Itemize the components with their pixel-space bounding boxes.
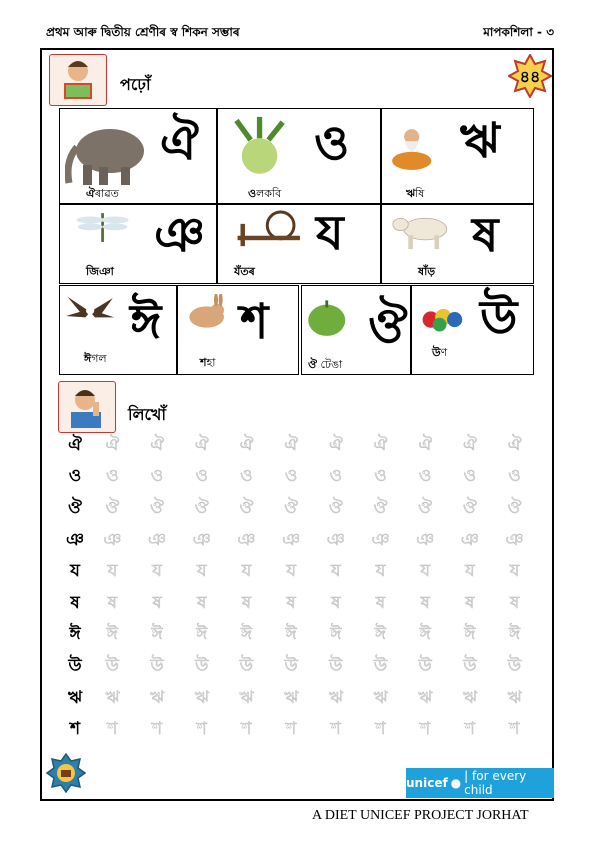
card-caption: ঔ টেঙা: [308, 358, 343, 371]
trace-letter[interactable]: য: [375, 561, 386, 582]
trace-letter[interactable]: য: [196, 561, 207, 582]
tracing-row: [60, 525, 550, 557]
tracing-row: [60, 493, 550, 525]
picture-card: [381, 204, 534, 284]
card-letter: ঐ: [160, 115, 199, 171]
trace-letter[interactable]: ঔ: [194, 497, 209, 518]
reading-child-icon: [49, 54, 107, 106]
unicef-tagline: | for every child: [464, 769, 527, 797]
trace-letter[interactable]: ঈ: [508, 624, 521, 645]
dragonfly-icon: [66, 209, 146, 257]
trace-letter[interactable]: ষ: [375, 592, 386, 613]
trace-letter[interactable]: ঔ: [418, 497, 433, 518]
trace-letter[interactable]: য: [464, 561, 475, 582]
trace-letter[interactable]: উ: [418, 655, 432, 676]
yarn-balls-icon: [416, 302, 482, 346]
eagle-icon: [62, 294, 132, 342]
trace-letter[interactable]: য: [330, 561, 341, 582]
trace-letter[interactable]: ঋ: [284, 687, 299, 708]
page-number-badge: [508, 54, 552, 98]
trace-letter[interactable]: ষ: [331, 592, 341, 613]
trace-letter[interactable]: শ: [286, 719, 297, 740]
trace-letter[interactable]: য: [152, 561, 162, 582]
trace-letter[interactable]: ঐ: [150, 434, 164, 455]
trace-letter[interactable]: ঋ: [328, 687, 343, 708]
trace-letter[interactable]: ঈ: [106, 624, 118, 645]
trace-letter[interactable]: উ: [284, 655, 298, 676]
trace-letter[interactable]: ও: [284, 466, 298, 487]
tracing-row: [60, 430, 550, 462]
trace-letter[interactable]: শ: [241, 719, 252, 740]
trace-letter[interactable]: ঋ: [105, 687, 120, 708]
trace-letter[interactable]: ষ: [509, 592, 520, 613]
trace-letter[interactable]: ঐ: [284, 434, 298, 455]
trace-letter[interactable]: ঈ: [240, 624, 252, 645]
trace-letter[interactable]: ও: [374, 466, 387, 487]
trace-letter[interactable]: ঋ: [462, 687, 477, 708]
trace-letter[interactable]: ঋ: [418, 687, 433, 708]
row-letter: ঋ: [67, 687, 83, 708]
trace-letter[interactable]: ঔ: [373, 497, 388, 518]
trace-letter[interactable]: ও: [463, 466, 477, 487]
trace-letter[interactable]: ঔ: [239, 497, 254, 518]
card-caption: যঁতৰ: [234, 265, 255, 278]
trace-letter[interactable]: ষ: [197, 592, 207, 613]
trace-letter[interactable]: ঞ: [148, 529, 166, 550]
tracing-row: [60, 714, 550, 746]
picture-card: [59, 108, 217, 204]
trace-letter[interactable]: উ: [105, 655, 119, 676]
trace-letter[interactable]: উ: [507, 655, 522, 676]
row-letter: ঈ: [69, 624, 81, 645]
header-chapter: মাপকশিলা - ৩: [483, 25, 554, 39]
picture-card: [301, 285, 411, 375]
trace-letter[interactable]: ঞ: [103, 529, 122, 550]
row-letter: উ: [68, 655, 82, 676]
card-caption: ঋষি: [406, 187, 425, 200]
trace-letter[interactable]: ঐ: [239, 434, 254, 455]
card-letter: ঈ: [130, 294, 162, 350]
card-letter: ও: [314, 115, 350, 171]
spinning-wheel-icon: [222, 209, 314, 261]
row-letter: ও: [68, 466, 82, 487]
trace-letter[interactable]: য: [286, 561, 296, 582]
trace-letter[interactable]: ঞ: [505, 529, 524, 550]
card-caption: ঐৰাৱত: [86, 187, 119, 200]
trace-letter[interactable]: ও: [329, 466, 343, 487]
row-letter: শ: [69, 719, 81, 740]
card-caption: ঈগল: [84, 352, 107, 365]
row-letter: ষ: [70, 592, 80, 613]
row-letter: ঔ: [68, 497, 82, 518]
trace-letter[interactable]: ঞ: [416, 529, 435, 550]
trace-letter[interactable]: ঐ: [418, 434, 432, 455]
card-caption: জিঞা: [86, 265, 114, 278]
read-section-title: পঢ়োঁ: [120, 75, 151, 94]
trace-letter[interactable]: ঔ: [507, 497, 522, 518]
picture-card: [177, 285, 299, 375]
rabbit-icon: [184, 294, 244, 344]
trace-letter[interactable]: শ: [420, 719, 431, 740]
trace-letter[interactable]: ঐ: [328, 434, 343, 455]
trace-letter[interactable]: ঋ: [194, 687, 209, 708]
picture-card: [217, 108, 381, 204]
elephant-icon: [65, 117, 155, 187]
tracing-row: [60, 462, 550, 494]
card-caption: ওলকবি: [248, 187, 282, 200]
card-caption: ষাঁড়: [418, 265, 436, 278]
trace-letter[interactable]: ঐ: [507, 434, 522, 455]
trace-letter[interactable]: ঔ: [105, 497, 120, 518]
picture-card: [59, 204, 217, 284]
trace-letter[interactable]: ঋ: [373, 687, 388, 708]
trace-letter[interactable]: ঋ: [150, 687, 165, 708]
trace-letter[interactable]: য: [107, 561, 118, 582]
picture-card: [59, 285, 177, 375]
card-letter: শ: [240, 294, 269, 350]
trace-letter[interactable]: ঞ: [237, 529, 256, 550]
trace-letter[interactable]: ঔ: [150, 497, 164, 518]
trace-letter[interactable]: ঐ: [194, 434, 209, 455]
thinking-child-icon: [58, 381, 116, 433]
card-caption: উণ: [432, 346, 448, 359]
trace-letter[interactable]: ঈ: [196, 624, 208, 645]
unicef-brand: unicef: [406, 776, 448, 790]
footer-credit: A DIET UNICEF PROJECT JORHAT: [312, 808, 529, 823]
card-letter: য: [316, 205, 344, 261]
card-caption: শহা: [200, 356, 216, 369]
trace-letter[interactable]: ঈ: [285, 624, 297, 645]
trace-letter[interactable]: ষ: [420, 592, 430, 613]
picture-card: [381, 108, 534, 204]
tracing-row: [60, 620, 550, 652]
trace-letter[interactable]: শ: [464, 719, 475, 740]
trace-letter[interactable]: ঔ: [462, 497, 477, 518]
trace-letter[interactable]: ঞ: [326, 529, 345, 550]
card-letter: উ: [480, 290, 518, 346]
row-letter: ঐ: [68, 434, 82, 455]
trace-letter[interactable]: ও: [195, 466, 208, 487]
card-letter: ঋ: [460, 113, 500, 169]
trace-letter[interactable]: ঐ: [373, 434, 388, 455]
write-section-title: লিখোঁ: [128, 405, 167, 424]
bull-icon: [386, 209, 466, 263]
unicef-globe-icon: ●: [450, 776, 462, 790]
trace-letter[interactable]: ঋ: [507, 687, 522, 708]
trace-letter[interactable]: শ: [375, 719, 386, 740]
trace-letter[interactable]: ঋ: [239, 687, 254, 708]
trace-letter[interactable]: য: [509, 561, 520, 582]
trace-letter[interactable]: ষ: [107, 592, 118, 613]
row-letter: য: [70, 561, 80, 582]
trace-letter[interactable]: ও: [508, 466, 521, 487]
trace-letter[interactable]: ঞ: [282, 529, 301, 550]
trace-letter[interactable]: শ: [196, 719, 207, 740]
trace-letter[interactable]: ঈ: [464, 624, 476, 645]
trace-letter[interactable]: শ: [509, 719, 520, 740]
trace-letter[interactable]: ও: [240, 466, 253, 487]
trace-letter[interactable]: য: [420, 561, 431, 582]
trace-letter[interactable]: ঐ: [105, 434, 120, 455]
tracing-row: [60, 588, 550, 620]
picture-card: [411, 285, 534, 375]
picture-card: [217, 204, 381, 284]
trace-letter[interactable]: ঞ: [460, 529, 479, 550]
card-letter: ঞ: [154, 207, 205, 263]
card-letter: ষ: [472, 207, 499, 263]
trace-letter[interactable]: ষ: [465, 592, 475, 613]
trace-letter[interactable]: উ: [329, 655, 343, 676]
trace-letter[interactable]: ঞ: [371, 529, 390, 550]
trace-letter[interactable]: ঔ: [284, 497, 299, 518]
tracing-row: [60, 556, 550, 588]
trace-letter[interactable]: শ: [107, 719, 118, 740]
tracing-row: [60, 683, 550, 715]
header-title: প্ৰথম আৰু দ্বিতীয় শ্ৰেণীৰ স্ব শিকন সম্ভাৰ: [46, 25, 240, 39]
trace-letter[interactable]: উ: [195, 655, 209, 676]
trace-letter[interactable]: উ: [463, 655, 477, 676]
row-letter: ঞ: [66, 529, 84, 550]
trace-letter[interactable]: শ: [152, 719, 163, 740]
trace-letter[interactable]: উ: [373, 655, 388, 676]
trace-letter[interactable]: ও: [418, 466, 432, 487]
trace-letter[interactable]: ঐ: [463, 434, 477, 455]
trace-letter[interactable]: ঞ: [192, 529, 211, 550]
trace-letter[interactable]: ঈ: [151, 624, 163, 645]
tracing-grid: [60, 430, 550, 746]
kohlrabi-icon: [224, 115, 304, 181]
unicef-banner: [406, 768, 554, 798]
trace-letter[interactable]: ঈ: [374, 624, 387, 645]
trace-letter[interactable]: শ: [330, 719, 341, 740]
trace-letter[interactable]: উ: [239, 655, 254, 676]
trace-letter[interactable]: উ: [150, 655, 164, 676]
trace-letter[interactable]: ও: [106, 466, 119, 487]
trace-letter[interactable]: ষ: [152, 592, 162, 613]
trace-letter[interactable]: ঈ: [419, 624, 431, 645]
trace-letter[interactable]: য: [241, 561, 252, 582]
tracing-row: [60, 651, 550, 683]
card-letter: ঔ: [368, 298, 408, 354]
trace-letter[interactable]: ষ: [286, 592, 296, 613]
trace-letter[interactable]: ঈ: [330, 624, 342, 645]
sage-icon: [386, 115, 454, 181]
diet-logo: [46, 753, 86, 793]
trace-letter[interactable]: ঔ: [328, 497, 343, 518]
trace-letter[interactable]: ও: [150, 466, 164, 487]
trace-letter[interactable]: ষ: [241, 592, 252, 613]
page-number: ৪৪: [519, 67, 541, 86]
gourd-icon: [304, 292, 368, 350]
